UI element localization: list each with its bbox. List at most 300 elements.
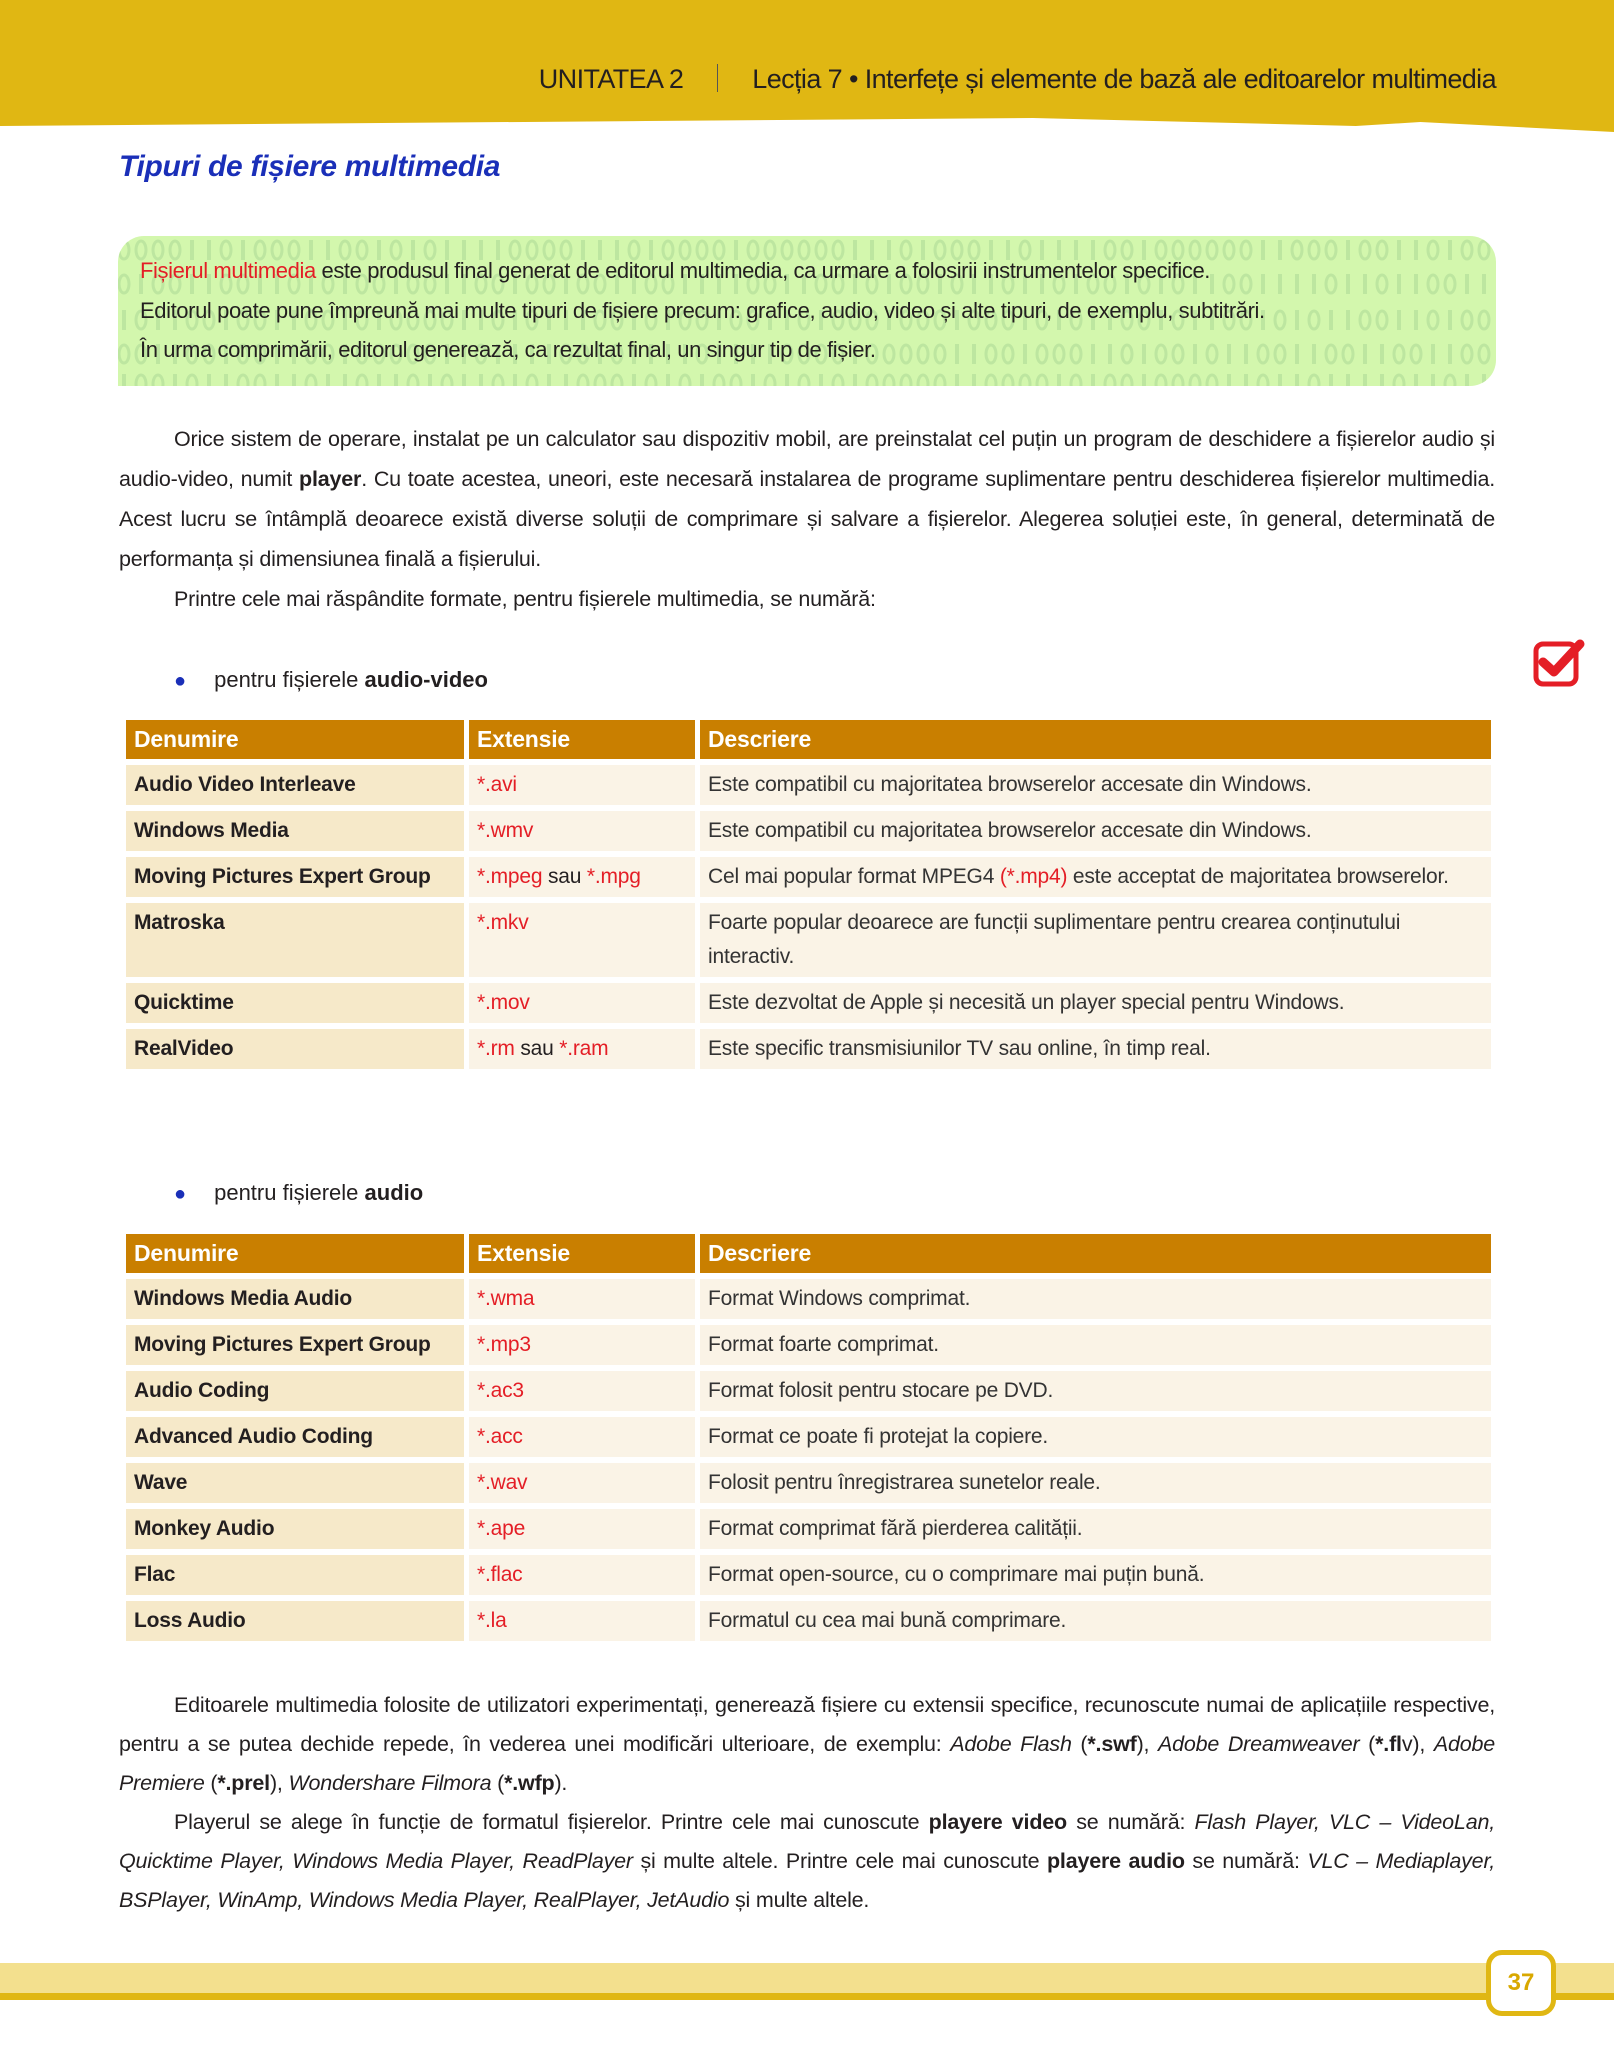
extension: *.mov <box>477 991 530 1014</box>
binary-zero-mark <box>1309 311 1319 329</box>
bullet-audio <box>174 1180 423 1206</box>
extension: *.mpg <box>586 865 641 888</box>
binary-zero-mark <box>884 345 894 363</box>
binary-zero-mark <box>935 241 945 259</box>
intro-text <box>119 419 1495 619</box>
binary-zero-mark <box>1445 275 1455 293</box>
binary-zero-mark <box>1394 375 1404 386</box>
binary-one-mark <box>1210 274 1214 294</box>
binary-zero-mark <box>1003 345 1013 363</box>
bold-term: playere video <box>928 1810 1067 1834</box>
binary-one-mark <box>207 374 211 386</box>
binary-one-mark <box>122 310 126 330</box>
description: Folosit pentru înregistrarea sunetelor reale. <box>708 1471 1101 1494</box>
binary-one-mark <box>921 240 925 260</box>
column-header: Denumire <box>126 720 464 759</box>
description-cell <box>700 811 1491 851</box>
description-cell <box>700 857 1491 897</box>
binary-zero-mark <box>1122 345 1132 363</box>
binary-zero-mark <box>1326 275 1336 293</box>
binary-one-mark <box>1482 274 1486 294</box>
format-name-cell <box>126 1279 464 1319</box>
binary-one-mark <box>309 240 313 260</box>
binary-zero-mark <box>1020 375 1030 386</box>
binary-one-mark <box>1397 274 1401 294</box>
binary-zero-mark <box>1326 345 1336 363</box>
format-name-cell <box>126 811 464 851</box>
binary-one-mark <box>1346 310 1350 330</box>
binary-zero-mark <box>1258 375 1268 386</box>
binary-one-mark <box>1227 344 1231 364</box>
binary-one-mark <box>207 240 211 260</box>
binary-zero-mark <box>1428 241 1438 259</box>
binary-one-mark <box>955 374 959 386</box>
binary-one-mark <box>1295 274 1299 294</box>
binary-one-mark <box>241 240 245 260</box>
binary-one-mark <box>853 240 857 260</box>
binary-zero-mark <box>748 241 758 259</box>
bullet-icon: ● <box>174 670 187 692</box>
bullet-audio-video <box>174 667 488 693</box>
binary-zero-mark <box>1445 375 1455 386</box>
extension: *.swf <box>1087 1732 1137 1756</box>
binary-one-mark <box>479 240 483 260</box>
binary-zero-mark <box>1462 345 1472 363</box>
running-header <box>539 64 1496 95</box>
definition-box <box>118 236 1496 386</box>
extension: *.mkv <box>477 911 529 934</box>
paragraph <box>119 419 1495 579</box>
binary-zero-mark <box>1037 375 1047 386</box>
binary-zero-mark <box>833 241 843 259</box>
binary-zero-mark <box>1275 345 1285 363</box>
binary-zero-mark <box>136 241 146 259</box>
column-header: Extensie <box>469 720 695 759</box>
binary-one-mark <box>496 240 500 260</box>
binary-one-mark <box>1108 344 1112 364</box>
extension: (*.mp4) <box>999 865 1068 888</box>
binary-zero-mark <box>1479 311 1489 329</box>
binary-one-mark <box>853 374 857 386</box>
binary-one-mark <box>1278 240 1282 260</box>
header-divider <box>717 64 718 92</box>
binary-zero-mark <box>901 345 911 363</box>
binary-one-mark <box>1380 374 1384 386</box>
text: și multe altele. <box>729 1888 870 1912</box>
description-cell <box>700 1371 1491 1411</box>
binary-one-mark <box>1074 240 1078 260</box>
format-name: Windows Media <box>134 819 289 842</box>
binary-zero-mark <box>493 375 503 386</box>
binary-zero-mark <box>561 241 571 259</box>
binary-one-mark <box>547 374 551 386</box>
binary-one-mark <box>1448 240 1452 260</box>
binary-zero-mark <box>527 241 537 259</box>
binary-one-mark <box>1244 374 1248 386</box>
binary-zero-mark <box>833 375 843 386</box>
format-name: Moving Pictures Expert Group <box>134 1333 431 1356</box>
binary-one-mark <box>1414 310 1418 330</box>
app-name: Adobe Premiere <box>119 1732 1495 1795</box>
binary-zero-mark <box>1207 375 1217 386</box>
format-name: RealVideo <box>134 1037 234 1060</box>
binary-zero-mark <box>1156 345 1166 363</box>
binary-zero-mark <box>340 241 350 259</box>
binary-one-mark <box>1448 310 1452 330</box>
format-name: Wave <box>134 1471 188 1494</box>
player-list: VLC – Mediaplayer, BSPlayer, WinAmp, Windows Media Player, RealPlayer, JetAudio <box>119 1849 1495 1912</box>
binary-zero-mark <box>425 241 435 259</box>
description: Format foarte comprimat. <box>708 1333 939 1356</box>
binary-zero-mark <box>646 375 656 386</box>
binary-one-mark <box>1261 274 1265 294</box>
binary-zero-mark <box>1411 345 1421 363</box>
binary-zero-mark <box>884 375 894 386</box>
table-row <box>126 903 1491 977</box>
text: sau <box>514 1037 560 1060</box>
binary-zero-mark <box>612 375 622 386</box>
binary-one-mark <box>1261 240 1265 260</box>
extension: *.la <box>477 1609 507 1632</box>
text: și multe altele. Printre cele mai cunoscute <box>632 1849 1047 1873</box>
extension: *.wma <box>477 1287 535 1310</box>
table-row <box>126 1417 1491 1457</box>
binary-one-mark <box>632 374 636 386</box>
binary-zero-mark <box>1224 275 1234 293</box>
binary-zero-mark <box>1309 241 1319 259</box>
binary-zero-mark <box>153 375 163 386</box>
binary-zero-mark <box>629 241 639 259</box>
binary-zero-mark <box>1003 375 1013 386</box>
binary-one-mark <box>649 240 653 260</box>
app-name: Wondershare Filmora <box>288 1771 492 1795</box>
description: Formatul cu cea mai bună comprimare. <box>708 1609 1067 1632</box>
binary-zero-mark <box>1156 241 1166 259</box>
description: Este dezvoltat de Apple și necesită un player special pentru Windows. <box>708 991 1345 1014</box>
binary-one-mark <box>1414 240 1418 260</box>
binary-zero-mark <box>1207 241 1217 259</box>
bullet-icon: ● <box>174 1183 187 1205</box>
binary-zero-mark <box>1241 275 1251 293</box>
binary-zero-mark <box>1258 345 1268 363</box>
column-header: Extensie <box>469 1234 695 1273</box>
binary-zero-mark <box>799 241 809 259</box>
binary-zero-mark <box>119 345 129 363</box>
extension: *.ape <box>477 1517 526 1540</box>
binary-one-mark <box>1244 344 1248 364</box>
description: Format comprimat fără pierderea calității. <box>708 1517 1083 1540</box>
binary-one-mark <box>1363 374 1367 386</box>
binary-zero-mark <box>918 375 928 386</box>
extension-cell <box>469 1417 695 1457</box>
app-name: Adobe Flash <box>950 1732 1072 1756</box>
binary-one-mark <box>1312 274 1316 294</box>
table-row <box>126 857 1491 897</box>
description-cell <box>700 1325 1491 1365</box>
table-row <box>126 1371 1491 1411</box>
binary-zero-mark <box>697 241 707 259</box>
binary-one-mark <box>887 240 891 260</box>
unit-label: UNITATEA 2 <box>538 64 684 94</box>
binary-zero-mark <box>986 375 996 386</box>
binary-one-mark <box>972 344 976 364</box>
binary-zero-mark <box>119 241 129 259</box>
binary-zero-mark <box>799 375 809 386</box>
binary-one-mark <box>377 240 381 260</box>
binary-zero-mark <box>1156 375 1166 386</box>
binary-zero-mark <box>391 241 401 259</box>
extension-cell <box>469 983 695 1023</box>
extension-cell <box>469 765 695 805</box>
format-name-cell <box>126 1371 464 1411</box>
binary-one-mark <box>224 374 228 386</box>
binary-zero-mark <box>1173 345 1183 363</box>
binary-one-mark <box>326 240 330 260</box>
app-name: Adobe Dreamweaver <box>1158 1732 1360 1756</box>
table-header-row <box>126 1234 1491 1273</box>
binary-zero-mark <box>238 375 248 386</box>
binary-one-mark <box>1414 274 1418 294</box>
format-name: Audio Coding <box>134 1379 270 1402</box>
binary-one-mark <box>1329 310 1333 330</box>
binary-zero-mark <box>1360 311 1370 329</box>
binary-zero-mark <box>442 375 452 386</box>
binary-one-mark <box>479 374 483 386</box>
format-name-cell <box>126 903 464 977</box>
table-row <box>126 811 1491 851</box>
extension-cell <box>469 1371 695 1411</box>
text: v <box>1401 1732 1413 1756</box>
description: Este specific transmisiunilor TV sau online, în timp real. <box>708 1037 1211 1060</box>
description-cell <box>700 1417 1491 1457</box>
text: Editoarele multimedia folosite de utilizatori experimentați, generează fișiere cu extensii specifice, recunoscute numai de aplicațiile respective, pentru a se putea dechide repede, în vederea unei modificări ulterioare, de exemplu: <box>119 1693 1495 1756</box>
description: Format folosit pentru stocare pe DVD. <box>708 1379 1054 1402</box>
binary-one-mark <box>411 240 415 260</box>
binary-zero-mark <box>1343 345 1353 363</box>
table-header-row <box>126 720 1491 759</box>
definition-line <box>140 258 1210 284</box>
binary-one-mark <box>1346 374 1350 386</box>
binary-zero-mark <box>1173 241 1183 259</box>
section-title: Tipuri de fișiere multimedia <box>119 150 501 183</box>
format-name-cell <box>126 765 464 805</box>
description-cell <box>700 1555 1491 1595</box>
binary-zero-mark <box>901 375 911 386</box>
binary-zero-mark <box>867 375 877 386</box>
binary-zero-mark <box>1207 345 1217 363</box>
binary-zero-mark <box>119 275 129 293</box>
binary-one-mark <box>666 374 670 386</box>
extension: *.avi <box>477 773 517 796</box>
format-name-cell <box>126 983 464 1023</box>
binary-one-mark <box>1346 240 1350 260</box>
extension-cell <box>469 1279 695 1319</box>
binary-zero-mark <box>1292 241 1302 259</box>
binary-one-mark <box>785 374 789 386</box>
description: Cel mai popular format MPEG4 <box>708 865 1000 888</box>
binary-one-mark <box>1431 374 1435 386</box>
binary-zero-mark <box>1377 275 1387 293</box>
binary-zero-mark <box>357 375 367 386</box>
definition-text: este produsul final generat de editorul multimedia, ca urmare a folosirii instrumentelor specifice. <box>315 258 1211 283</box>
description-cell <box>700 1509 1491 1549</box>
binary-zero-mark <box>1190 375 1200 386</box>
description-cell <box>700 983 1491 1023</box>
binary-one-mark <box>1363 344 1367 364</box>
binary-zero-mark <box>170 241 180 259</box>
column-header: Descriere <box>700 720 1491 759</box>
extension: *.wav <box>477 1471 528 1494</box>
format-name: Advanced Audio Coding <box>134 1425 373 1448</box>
binary-one-mark <box>1057 240 1061 260</box>
extension-cell <box>469 1601 695 1641</box>
definition-line: Editorul poate pune împreună mai multe tipuri de fișiere precum: grafice, audio, video și alte tipuri, de exemplu, subtitrări. <box>140 298 1265 323</box>
binary-zero-mark <box>1071 345 1081 363</box>
binary-one-mark <box>1295 344 1299 364</box>
extension-cell <box>469 1463 695 1503</box>
binary-one-mark <box>462 240 466 260</box>
column-header: Denumire <box>126 1234 464 1273</box>
binary-one-mark <box>394 374 398 386</box>
binary-one-mark <box>700 374 704 386</box>
binary-one-mark <box>870 240 874 260</box>
binary-one-mark <box>1329 374 1333 386</box>
binary-one-mark <box>1346 274 1350 294</box>
binary-zero-mark <box>1224 241 1234 259</box>
binary-zero-mark <box>289 241 299 259</box>
binary-zero-mark <box>986 345 996 363</box>
description: Format ce poate fi protejat la copiere. <box>708 1425 1049 1448</box>
format-name-cell <box>126 1417 464 1457</box>
binary-one-mark <box>1278 374 1282 386</box>
paragraph <box>119 1803 1495 1920</box>
binary-one-mark <box>173 374 177 386</box>
extension-cell <box>469 857 695 897</box>
binary-one-mark <box>1465 274 1469 294</box>
binary-one-mark <box>1397 240 1401 260</box>
binary-zero-mark <box>1122 375 1132 386</box>
binary-one-mark <box>1227 374 1231 386</box>
text: Orice sistem de operare, instalat pe un calculator sau dispozitiv mobil, are preinstalat cel puțin un program de deschidere a fișierelor audio și audio-video, numit <box>119 427 1495 491</box>
format-name: Monkey Audio <box>134 1517 275 1540</box>
extension-cell <box>469 1509 695 1549</box>
binary-zero-mark <box>1190 241 1200 259</box>
binary-one-mark <box>734 240 738 260</box>
binary-zero-mark <box>136 375 146 386</box>
binary-zero-mark <box>1173 375 1183 386</box>
text: pentru fișierele <box>214 667 365 692</box>
lesson-label: Lecția 7 • Interfețe și elemente de bază ale editoarelor multimedia <box>752 64 1496 94</box>
binary-zero-mark <box>510 241 520 259</box>
description: Este compatibil cu majoritatea browserelor accesate din Windows. <box>708 773 1312 796</box>
binary-zero-mark <box>544 241 554 259</box>
binary-one-mark <box>1040 240 1044 260</box>
description-cell <box>700 1029 1491 1069</box>
extension: *.mpeg <box>477 865 543 888</box>
format-name-cell <box>126 1463 464 1503</box>
binary-one-mark <box>1142 374 1146 386</box>
text: Playerul se alege în funcție de formatul fișierelor. Printre cele mai cunoscute <box>174 1810 929 1834</box>
extension: *.ram <box>559 1037 609 1060</box>
table-row <box>126 1555 1491 1595</box>
binary-one-mark <box>190 240 194 260</box>
binary-one-mark <box>615 240 619 260</box>
binary-one-mark <box>1091 344 1095 364</box>
binary-one-mark <box>751 374 755 386</box>
binary-zero-mark <box>255 375 265 386</box>
binary-zero-mark <box>221 241 231 259</box>
binary-zero-mark <box>1105 241 1115 259</box>
binary-zero-mark <box>187 375 197 386</box>
binary-one-mark <box>1142 240 1146 260</box>
format-name-cell <box>126 1601 464 1641</box>
text: sau <box>542 865 587 888</box>
binary-one-mark <box>819 374 823 386</box>
binary-one-mark <box>1363 274 1367 294</box>
extension-cell <box>469 903 695 977</box>
binary-zero-mark <box>1462 311 1472 329</box>
paragraph: Editoarele multimedia folosite de utilizatori experimentați, generează fișiere cu extensii specifice, recunoscute numai de aplicațiile respective, pentru a se putea dechide repede, în vederea unei modificări ulterioare, de exemplu: Adobe Flash (*.swf), Adobe Dreamweaver (*.flv), Adobe Premiere (*.prel), Wondershare Filmora (*.wfp). <box>119 1693 1495 1795</box>
binary-one-mark <box>275 374 279 386</box>
binary-one-mark <box>1465 374 1469 386</box>
binary-zero-mark <box>1479 241 1489 259</box>
binary-zero-mark <box>731 375 741 386</box>
format-name: Loss Audio <box>134 1609 246 1632</box>
text: se numără: <box>1066 1810 1195 1834</box>
extension-cell <box>469 811 695 851</box>
binary-one-mark <box>989 240 993 260</box>
format-name-cell <box>126 1509 464 1549</box>
binary-zero-mark <box>1377 241 1387 259</box>
format-name: Matroska <box>134 911 225 934</box>
audio-video-formats-table <box>121 714 1496 1075</box>
closing-text <box>119 1686 1495 1920</box>
binary-zero-mark <box>578 375 588 386</box>
description: este acceptat de majoritatea browserelor. <box>1067 865 1449 888</box>
binary-zero-mark <box>1309 375 1319 386</box>
binary-one-mark <box>1397 310 1401 330</box>
binary-zero-mark <box>272 241 282 259</box>
defined-term: Fișierul multimedia <box>140 258 316 283</box>
table-row <box>126 983 1491 1023</box>
binary-one-mark <box>1380 344 1384 364</box>
extension: *.fl <box>1375 1732 1402 1756</box>
format-name: Moving Pictures Expert Group <box>134 865 431 888</box>
binary-one-mark <box>1448 344 1452 364</box>
binary-one-mark <box>1023 344 1027 364</box>
binary-one-mark <box>292 374 296 386</box>
extension: *.flac <box>477 1563 523 1586</box>
format-name-cell <box>126 857 464 897</box>
binary-zero-mark <box>935 375 945 386</box>
binary-one-mark <box>1295 310 1299 330</box>
paragraph: Printre cele mai răspândite formate, pentru fișierele multimedia, se numără: <box>174 587 876 611</box>
table-row <box>126 1029 1491 1069</box>
binary-zero-mark <box>153 241 163 259</box>
bold-term: player <box>299 467 362 491</box>
binary-zero-mark <box>306 375 316 386</box>
binary-zero-mark <box>663 241 673 259</box>
audio-formats-table <box>121 1228 1496 1647</box>
binary-one-mark <box>1091 240 1095 260</box>
extension: *.mp3 <box>477 1333 531 1356</box>
binary-one-mark <box>1091 374 1095 386</box>
binary-zero-mark <box>680 375 690 386</box>
text: pentru fișierele <box>214 1180 365 1205</box>
format-name: Audio Video Interleave <box>134 773 356 796</box>
binary-zero-mark <box>357 241 367 259</box>
binary-zero-mark <box>1428 275 1438 293</box>
